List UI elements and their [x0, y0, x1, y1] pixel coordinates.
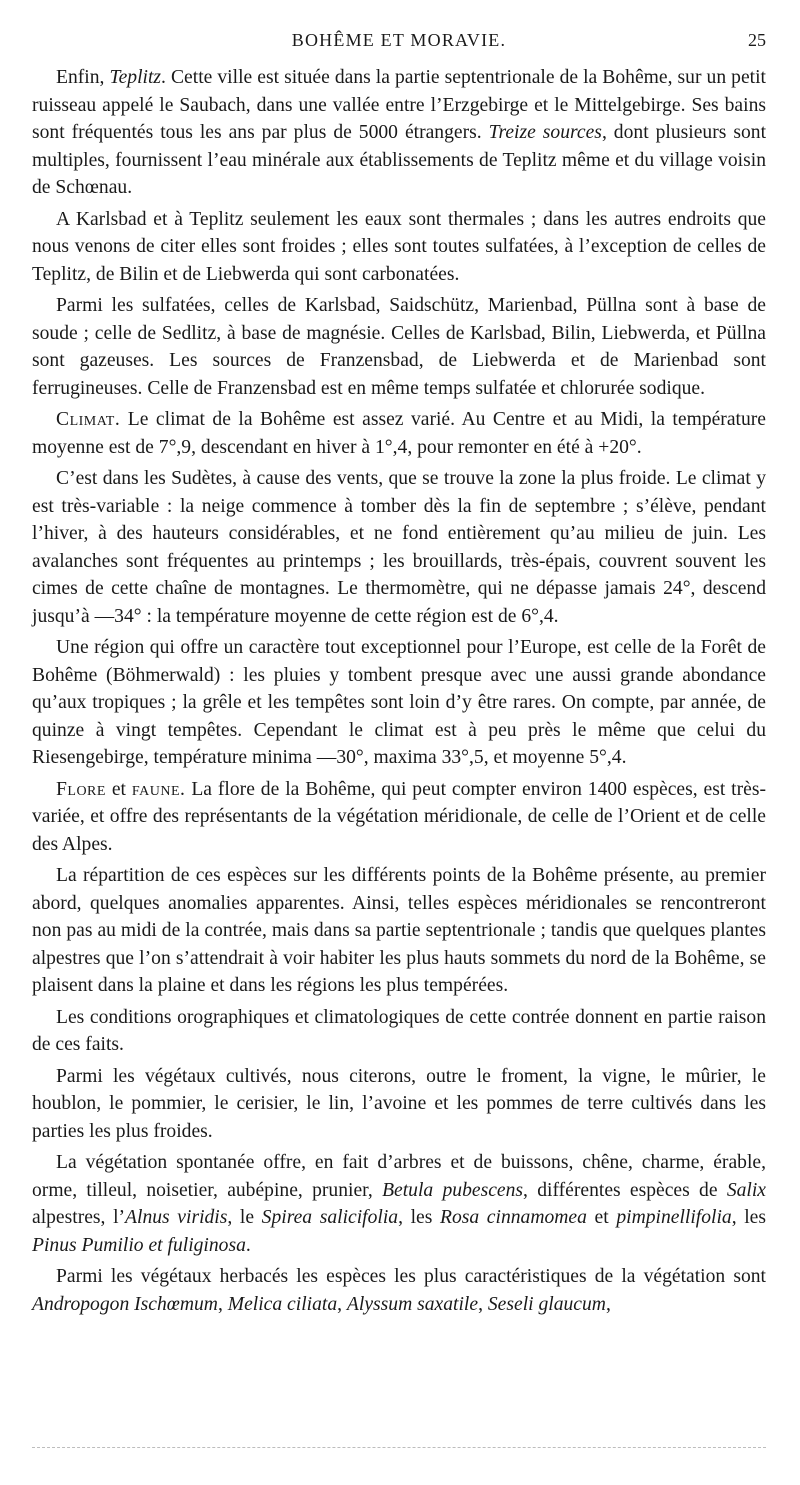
text-run: Enfin,: [56, 67, 110, 88]
text-run: .: [245, 1234, 251, 1256]
species-name: Melica ciliata: [227, 1293, 338, 1315]
species-name: Pinus Pumilio et fuliginosa: [32, 1234, 246, 1256]
text-run: La végétation spontanée offre, en fait d’arbres et de buissons, chêne, charme, érable, orme, tilleul, noisetier, aubépine, prunier,: [32, 1152, 766, 1201]
section-heading-faune: faune.: [131, 778, 186, 800]
running-title: BOHÊME ET MORAVIE.: [291, 30, 507, 50]
text-run: , les: [398, 1207, 440, 1228]
text-run: et: [105, 778, 132, 800]
species-name: Alyssum saxatile: [346, 1293, 479, 1315]
text-run: , le: [227, 1207, 262, 1228]
species-name: Alnus viridis: [125, 1207, 228, 1228]
page-number: 25: [748, 30, 766, 50]
species-name: Betula pubescens: [382, 1179, 524, 1201]
paragraph-sulfated-waters: Parmi les sulfatées, celles de Karlsbad, Saidschütz, Marienbad, Püllna sont à base de soude ; celle de Sedlitz, à base de magnésie. Celles de Karlsbad, Bilin, Liebwerda, et Püllna sont gazeuses. Les sources de Franzensbad, de Liebwerda et de Marienbad sont ferrugineuses. Celle de Franzensbad est en même temps sulfatée et chlorurée sodique.: [32, 295, 766, 399]
section-heading-climat: Climat.: [56, 409, 121, 430]
text-run: , les: [731, 1207, 767, 1228]
paragraph-flore-faune: [32, 776, 766, 859]
text-run: ,: [217, 1293, 228, 1315]
emphasis-treize-sources: Treize sources: [488, 122, 602, 143]
paragraph-herbaceous-plants: [32, 1263, 766, 1318]
paragraph-sudetes: C’est dans les Sudètes, à cause des vents, que se trouve la zone la plus froide. Le climat y est très-variable : la neige commence à tomber dès la fin de septembre ; s’élève, pendant l’hiver, à des hauteurs considérables, et ne fond entièrement qu’au milieu de juin. Les avalanches sont fréquentes au printemps ; les brouillards, très-épais, couvrent souvent les cimes de cette chaîne de montagnes. Le thermomètre, qui ne dépasse jamais 24°, descend jusqu’à —34° : la température moyenne de cette région est de 6°,4.: [32, 468, 766, 627]
text-run: Parmi les végétaux herbacés les espèces les plus caractéristiques de la végétation sont: [56, 1266, 766, 1287]
paragraph-teplitz: [32, 64, 766, 202]
species-name: Salix: [726, 1179, 766, 1201]
text-run: ,: [605, 1293, 611, 1315]
species-name: Rosa cinnamomea: [440, 1207, 587, 1228]
text-run: ,: [337, 1293, 347, 1315]
species-name: Andropogon Ischœmum: [32, 1293, 218, 1315]
paragraph-thermal-waters: A Karlsbad et à Teplitz seulement les eaux sont thermales ; dans les autres endroits que nous venons de citer elles sont froides ; elles sont toutes sulfatées, à l’exception de celles de Teplitz, de Bilin et de Liebwerda qui sont carbonatées.: [32, 208, 766, 285]
text-run: . Cette ville est située dans la partie septentrionale de la Bohême, sur un petit ruisseau appelé le Saubach, dans une vallée entre l’Erzgebirge et le Mittelgebirge. Ses bains sont fréquentés tous les ans par plus de 5000 étrangers.: [32, 67, 767, 143]
footer-rule: [32, 1447, 766, 1448]
paragraph-bohmerwald: Une région qui offre un caractère tout exceptionnel pour l’Europe, est celle de la Forêt de Bohême (Böhmerwald) : les pluies y tombent presque avec une aussi grande abondance qu’aux tropiques ; la grêle et les tempêtes sont loin d’y être rares. On compte, par année, de quinze à vingt tempêtes. Cependant le climat est à peu près le même que celui du Riesengebirge, température minima —30°, maxima 33°,5, et moyenne 5°,4.: [32, 637, 766, 768]
place-name-teplitz: Teplitz: [109, 67, 162, 88]
text-run: alpestres, l’: [32, 1207, 126, 1228]
section-heading-flore: Flore: [56, 778, 106, 800]
text-run: ,: [478, 1293, 488, 1315]
species-name: Spirea salicifolia: [261, 1207, 399, 1228]
paragraph-conditions: Les conditions orographiques et climatologiques de cette contrée donnent en partie raison de ces faits.: [32, 1006, 766, 1055]
page-header: [32, 30, 766, 56]
body-text: [32, 64, 766, 1318]
text-run: et: [586, 1207, 617, 1228]
text-run: , dont plusieurs sont multiples, fournissent l’eau minérale aux établissements de Teplitz même et du village voisin de Schœnau.: [32, 122, 767, 198]
species-name: pimpinellifolia: [616, 1207, 732, 1228]
paragraph-spontaneous-vegetation: [32, 1149, 766, 1259]
text-run: Le climat de la Bohême est assez varié. Au Centre et au Midi, la température moyenne est de 7°,9, descendant en hiver à 1°,4, pour remonter en été à +20°.: [32, 409, 766, 458]
species-name: Seseli glaucum: [487, 1293, 606, 1315]
text-run: La flore de la Bohême, qui peut compter environ 1400 espèces, est très-variée, et offre des représentants de la végétation méridionale, de celle de l’Orient et de celle des Alpes.: [32, 778, 767, 855]
paragraph-cultivated-plants: Parmi les végétaux cultivés, nous citerons, outre le froment, la vigne, le mûrier, le houblon, le pommier, le cerisier, le lin, l’avoine et les pommes de terre cultivés dans les parties les plus froides.: [32, 1065, 766, 1142]
paragraph-climat: [32, 406, 766, 461]
text-run: , différentes espèces de: [523, 1179, 727, 1201]
paragraph-repartition: La répartition de ces espèces sur les différents points de la Bohême présente, au premier abord, quelques anomalies apparentes. Ainsi, telles espèces méridionales se rencontreront non pas au midi de la contrée, mais dans sa partie septentrionale ; tandis que quelques plantes alpestres que l’on s’attendrait à voir habiter les plus hauts sommets du nord de la Bohême, se plaisent dans la plaine et dans les régions les plus tempérées.: [32, 865, 766, 996]
